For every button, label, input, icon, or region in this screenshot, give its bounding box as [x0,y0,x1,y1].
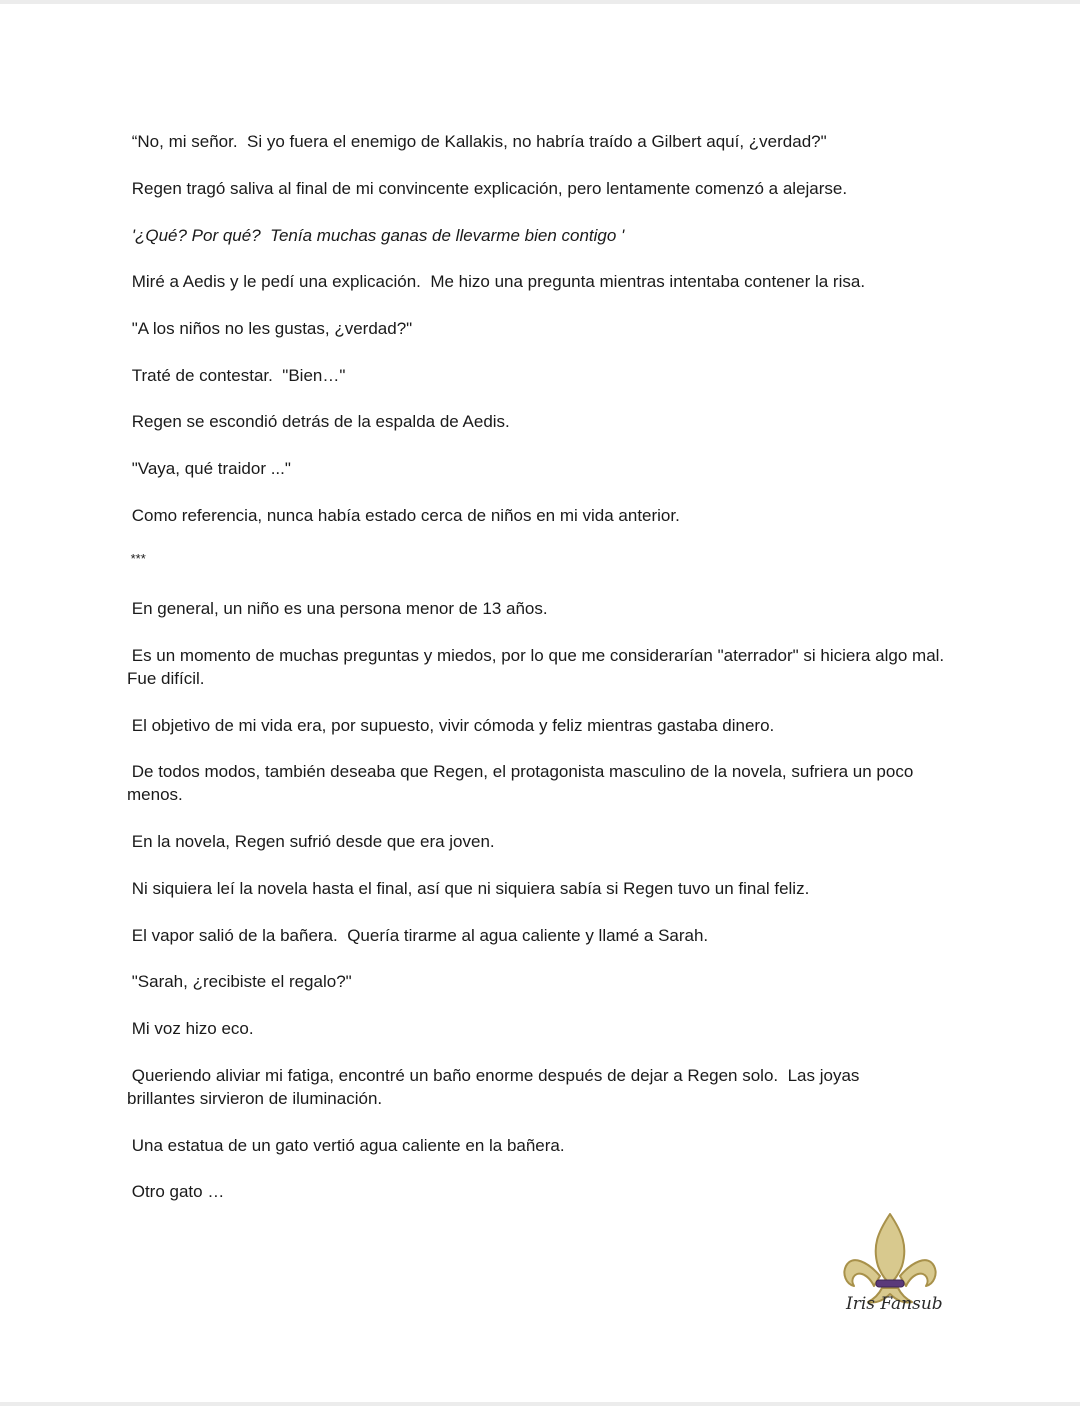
paragraph: Ni siquiera leí la novela hasta el final, así que ni siquiera sabía si Regen tuvo un final feliz. [127,879,810,898]
paragraph: Regen se escondió detrás de la espalda de Aedis. [127,412,510,431]
paragraph: Mi voz hizo eco. [127,1019,254,1038]
section-separator: *** [127,551,146,566]
watermark-label: Iris Fansub [846,1294,943,1314]
paragraph: Una estatua de un gato vertió agua caliente en la bañera. [127,1136,565,1155]
paragraph: El objetivo de mi vida era, por supuesto, vivir cómoda y feliz mientras gastaba dinero. [127,716,775,735]
paragraph: Queriendo aliviar mi fatiga, encontré un baño enorme después de dejar a Regen solo. Las joyas brillantes sirvieron de iluminación. [127,1066,865,1108]
paragraph: Regen tragó saliva al final de mi convincente explicación, pero lentamente comenzó a alejarse. [127,179,848,198]
paragraph-thought: '¿Qué? Por qué? Tenía muchas ganas de llevarme bien contigo ' [127,226,625,245]
paragraph: "Sarah, ¿recibiste el regalo?" [127,972,352,991]
paragraph: "A los niños no les gustas, ¿verdad?" [127,319,413,338]
paragraph: Otro gato … [127,1182,225,1201]
paragraph: En general, un niño es una persona menor de 13 años. [127,599,548,618]
paragraph: Traté de contestar. "Bien…" [127,366,346,385]
page-bottom-edge [0,1402,1080,1406]
paragraph: De todos modos, también deseaba que Regen, el protagonista masculino de la novela, sufriera un poco menos. [127,762,919,804]
page-top-edge [0,0,1080,4]
paragraph: Es un momento de muchas preguntas y miedos, por lo que me considerarían "aterrador" si hiciera algo mal. Fue difícil. [127,646,954,688]
paragraph: El vapor salió de la bañera. Quería tirarme al agua caliente y llamé a Sarah. [127,926,709,945]
paragraph: En la novela, Regen sufrió desde que era joven. [127,832,495,851]
paragraph: “No, mi señor. Si yo fuera el enemigo de Kallakis, no habría traído a Gilbert aquí, ¿verdad?" [127,132,827,151]
paragraph: Miré a Aedis y le pedí una explicación. Me hizo una pregunta mientras intentaba contener la risa. [127,272,866,291]
paragraph: "Vaya, qué traidor ..." [127,459,291,478]
paragraph: Como referencia, nunca había estado cerca de niños en mi vida anterior. [127,506,680,525]
